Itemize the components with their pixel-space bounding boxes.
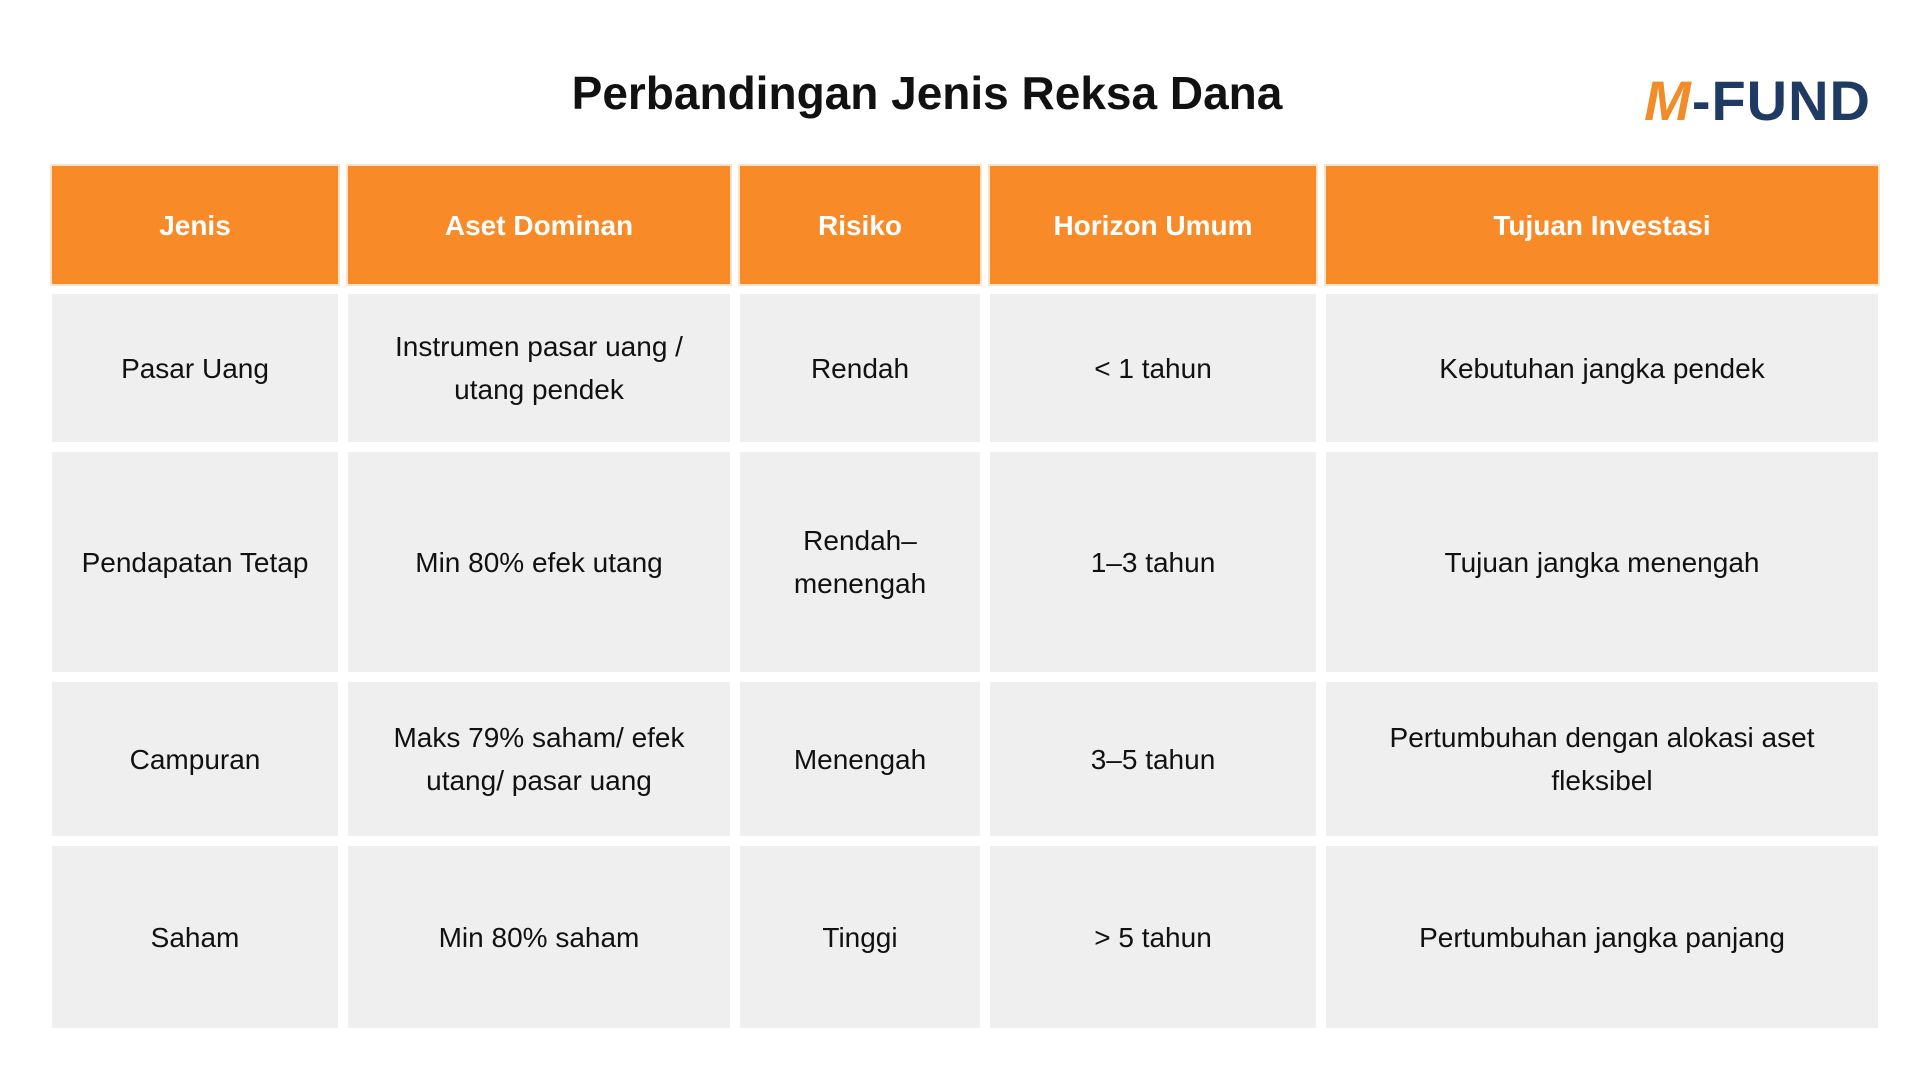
- table-cell: Campuran: [52, 682, 338, 836]
- header-horizon: Horizon Umum: [990, 166, 1316, 284]
- header-risiko: Risiko: [740, 166, 980, 284]
- table-cell: 3–5 tahun: [990, 682, 1316, 836]
- table-cell: > 5 tahun: [990, 846, 1316, 1028]
- comparison-table: [52, 166, 1878, 1028]
- table-cell: 1–3 tahun: [990, 452, 1316, 672]
- table-cell: Min 80% efek utang: [348, 452, 730, 672]
- table-cell: Pasar Uang: [52, 294, 338, 442]
- table-cell: Rendah: [740, 294, 980, 442]
- table-cell: Pertumbuhan jangka panjang: [1326, 846, 1878, 1028]
- table-cell: Pertumbuhan dengan alokasi aset fleksibel: [1326, 682, 1878, 836]
- table-cell: Instrumen pasar uang / utang pendek: [348, 294, 730, 442]
- table-cell: < 1 tahun: [990, 294, 1316, 442]
- table-cell: Tujuan jangka menengah: [1326, 452, 1878, 672]
- table-cell: Pendapatan Tetap: [52, 452, 338, 672]
- table-cell: Rendah–menengah: [740, 452, 980, 672]
- logo-mark: M: [1644, 69, 1692, 132]
- table-cell: Min 80% saham: [348, 846, 730, 1028]
- page-title: Perbandingan Jenis Reksa Dana: [571, 67, 1283, 119]
- header-aset-dominan: Aset Dominan: [348, 166, 730, 284]
- header-tujuan: Tujuan Investasi: [1326, 166, 1878, 284]
- table-cell: Menengah: [740, 682, 980, 836]
- table-cell: Saham: [52, 846, 338, 1028]
- mfund-logo: [1644, 69, 1871, 132]
- table-cell: Kebutuhan jangka pendek: [1326, 294, 1878, 442]
- table-cell: Tinggi: [740, 846, 980, 1028]
- header-jenis: Jenis: [52, 166, 338, 284]
- logo-text: -FUND: [1691, 69, 1871, 132]
- table-cell: Maks 79% saham/ efek utang/ pasar uang: [348, 682, 730, 836]
